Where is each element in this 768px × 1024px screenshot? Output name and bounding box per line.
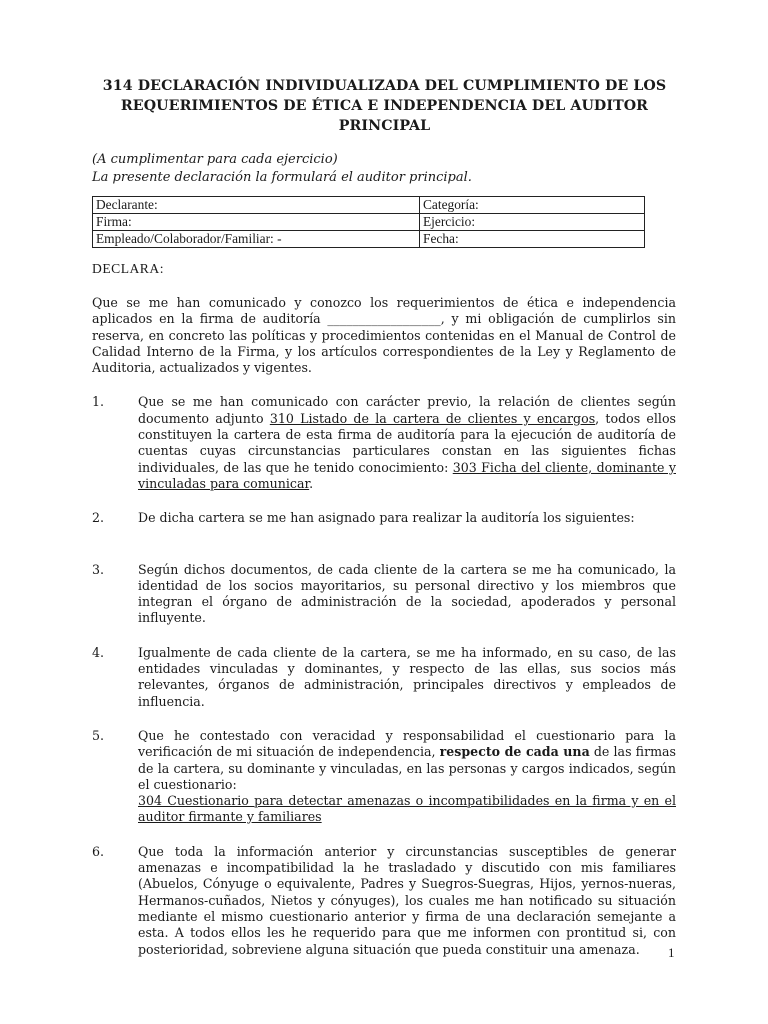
item-text: Según dichos documentos, de cada cliente de la cartera se me ha comunicado, la identidad de los socios mayoritarios, su personal directivo y los miembros que integran el órgano de administración de la sociedad, apoderados y personal influyente. xyxy=(138,561,676,626)
item-text-segment: , todos ellos constituyen la cartera de esta firma de auditoría para la ejecución de auditoría de cuentas cuyas circunstancias particulares constan en las siguientes fichas individuales, de las que he tenido conocimiento: xyxy=(138,410,676,475)
categoria-field[interactable]: Categoría: xyxy=(420,197,645,214)
title-line-2: REQUERIMIENTOS DE ÉTICA E INDEPENDENCIA DEL AUDITOR PRINCIPAL xyxy=(120,98,649,134)
instructions xyxy=(92,151,677,187)
reference-link-310[interactable]: 310 Listado de la cartera de clientes y encargos xyxy=(269,410,596,426)
list-item xyxy=(92,394,677,492)
item-text: De dicha cartera se me han asignado para realizar la auditoría los siguientes: xyxy=(138,510,635,526)
intro-paragraph: Que se me han comunicado y conozco los requerimientos de ética e independencia aplicados en la firma de auditoría __________________, y mi obligación de cumplirlos sin reserva, en concreto las políticas y procedimientos contenidas en el Manual de Control de Calidad Interno de la Firma, y los artículos correspondientes de la Ley y Reglamento de Auditoria, actualizados y vigentes. xyxy=(92,295,676,376)
title-line-1: 314 DECLARACIÓN INDIVIDUALIZADA DEL CUMPLIMIENTO DE LOS xyxy=(102,78,667,94)
item-text-segment: de las firmas de la cartera, su dominante y vinculadas, en las personas y cargos indicados, según el cuestionario: xyxy=(138,744,677,792)
list-item xyxy=(92,728,677,826)
table-row xyxy=(93,214,645,231)
list-item xyxy=(92,844,677,958)
item-text-segment: . xyxy=(309,475,314,491)
declarant-info-table xyxy=(92,196,645,248)
instruction-line-2: La presente declaración la formulará el auditor principal. xyxy=(92,170,472,185)
document-page xyxy=(92,76,677,958)
item-number: 3. xyxy=(92,561,105,577)
table-row xyxy=(93,197,645,214)
empleado-field[interactable]: Empleado/Colaborador/Familiar: - xyxy=(93,231,420,248)
table-row xyxy=(93,231,645,248)
item-text-segment: Que he contestado con veracidad y responsabilidad el cuestionario para la verificación de mi situación de independencia, xyxy=(138,727,676,760)
item-text xyxy=(138,394,676,492)
fecha-field[interactable]: Fecha: xyxy=(420,231,645,248)
firma-field[interactable]: Firma: xyxy=(93,214,420,231)
document-title xyxy=(92,76,677,136)
instruction-line-1: (A cumplimentar para cada ejercicio) xyxy=(92,152,338,167)
list-item xyxy=(92,562,677,627)
item-text xyxy=(138,728,676,826)
reference-link-303[interactable]: 303 Ficha del cliente, dominante y vinculadas para comunicar xyxy=(138,459,676,491)
item-number: 4. xyxy=(92,644,105,660)
item-number: 2. xyxy=(92,510,105,526)
item-text-segment: Que se me han comunicado con carácter previo, la relación de clientes según documento adjunto xyxy=(138,394,676,426)
emphasis-text: respecto de cada una xyxy=(439,744,590,760)
list-item xyxy=(92,510,677,526)
list-item xyxy=(92,645,677,710)
item-text: Igualmente de cada cliente de la cartera, se me ha informado, en su caso, de las entidades vinculadas y dominantes, y respecto de las ellas, sus socios más relevantes, órganos de administración, principales directivos y empleados de influencia. xyxy=(138,644,676,709)
item-number: 5. xyxy=(92,727,105,743)
page-number: 1 xyxy=(668,945,675,960)
item-text: Que toda la información anterior y circunstancias susceptibles de generar amenazas e incompatibilidad la he trasladado y discutido con mis familiares (Abuelos, Cónyuge o equivalente, Padres y Suegros-Suegras, Hijos, yernos-nueras, Hermanos-cuñados, Nietos y cónyuges), los cuales me han notificado su situación mediante el mismo cuestionario anterior y firma de una declaración semejante a esta. A todos ellos les he requerido para que me informen con prontitud si, con posterioridad, sobreviene alguna situación que pueda constituir una amenaza. xyxy=(138,843,676,957)
item-number: 1. xyxy=(92,394,105,410)
reference-link-304[interactable]: 304 Cuestionario para detectar amenazas o incompatibilidades en la firma y en el auditor firmante y familiares xyxy=(138,793,676,825)
item-number: 6. xyxy=(92,843,105,859)
ejercicio-field[interactable]: Ejercicio: xyxy=(420,214,645,231)
declarante-field[interactable]: Declarante: xyxy=(93,197,420,214)
declara-heading: DECLARA: xyxy=(92,261,164,276)
